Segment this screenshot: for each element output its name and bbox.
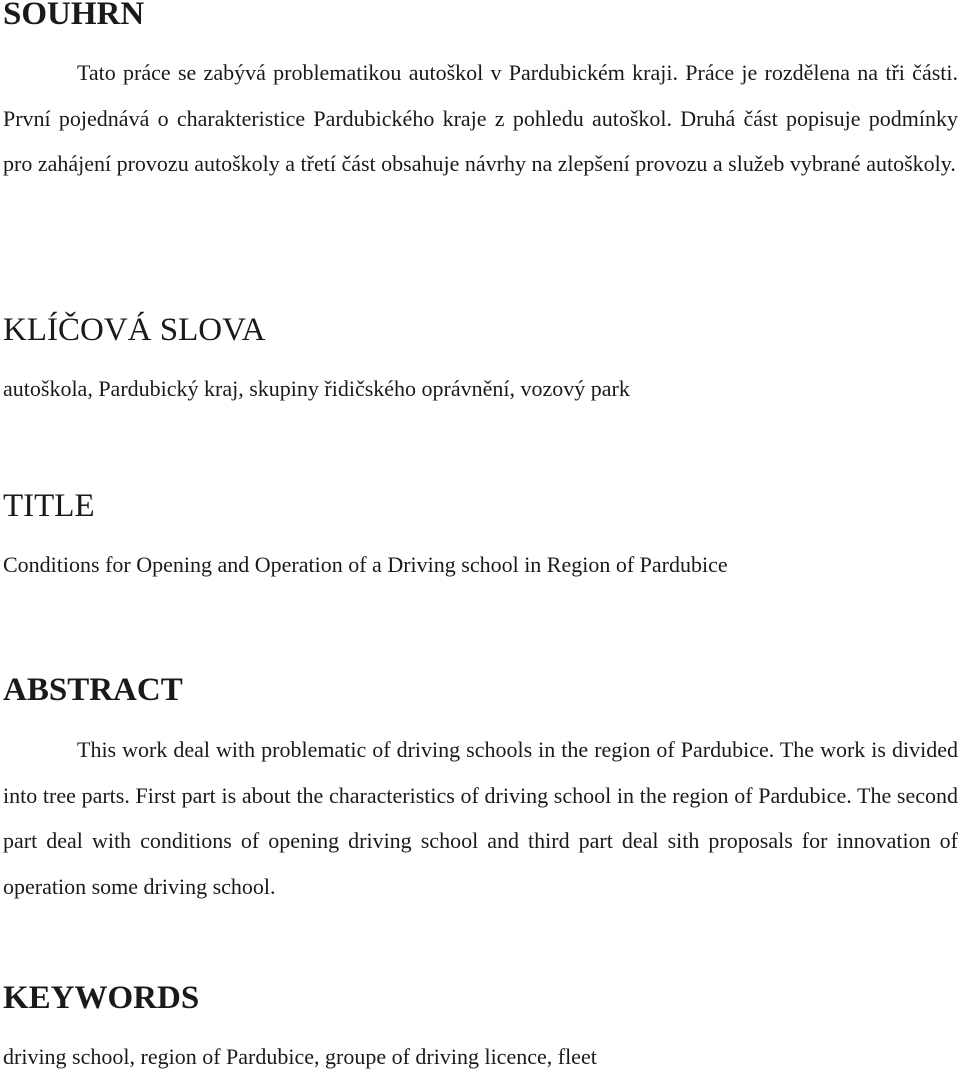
title-heading: TITLE [3, 488, 95, 524]
abstract-heading: ABSTRACT [3, 672, 183, 708]
keywords-text: driving school, region of Pardubice, groupe of driving licence, fleet [3, 1044, 597, 1069]
klicova-slova-heading: KLÍČOVÁ SLOVA [3, 312, 266, 348]
klicova-slova-text: autoškola, Pardubický kraj, skupiny řidičského oprávnění, vozový park [3, 376, 630, 401]
keywords-heading: KEYWORDS [3, 980, 200, 1016]
title-text: Conditions for Opening and Operation of a Driving school in Region of Pardubice [3, 552, 728, 577]
souhrn-heading: SOUHRN [3, 0, 145, 32]
souhrn-paragraph: Tato práce se zabývá problematikou autoškol v Pardubickém kraji. Práce je rozdělena na tři části. První pojednává o charakteristice Pardubického kraje z pohledu autoškol. Druhá část popisuje podmínky pro zahájení provozu autoškoly a třetí část obsahuje návrhy na zlepšení provozu a služeb vybrané autoškoly. [3, 60, 958, 176]
abstract-paragraph: This work deal with problematic of driving schools in the region of Pardubice. The work is divided into tree parts. First part is about the characteristics of driving school in the region of Pardubice. The second part deal with conditions of opening driving school and third part deal sith proposals for innovation of operation some driving school. [3, 737, 958, 899]
